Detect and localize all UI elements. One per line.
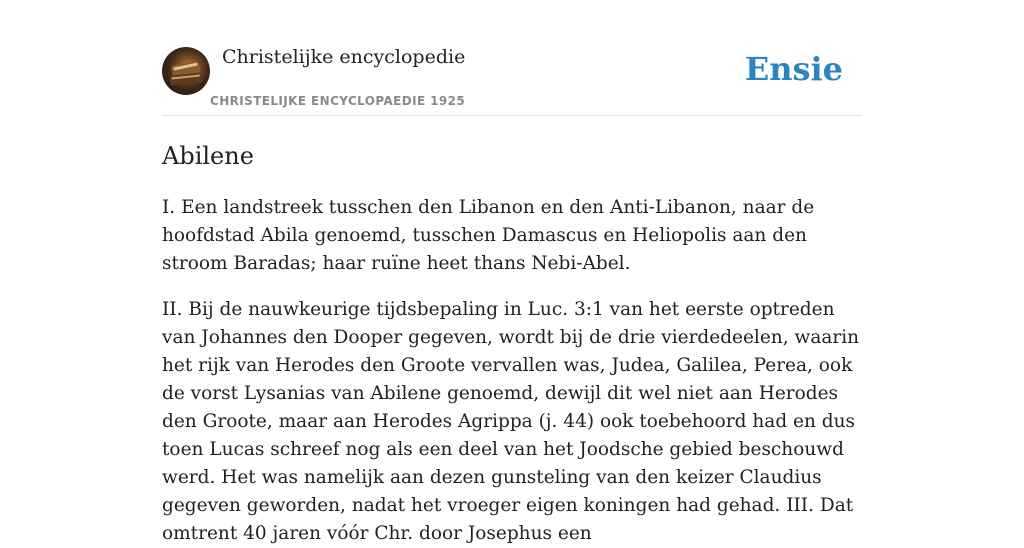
article-paragraph: I. Een landstreek tusschen den Libanon en den Anti-Libanon, naar de hoofdstad Abila genoemd, tusschen Damascus en Heliopolis aan den stroom Baradas; haar ruïne heet thans Nebi-Abel. (162, 197, 815, 274)
book-thumbnail-icon (162, 47, 210, 95)
article-title: Abilene (162, 142, 254, 170)
header (162, 0, 862, 116)
source-avatar[interactable] (162, 47, 210, 95)
source-subtitle[interactable]: CHRISTELIJKE ENCYCLOPAEDIE 1925 (210, 94, 466, 108)
source-title[interactable]: Christelijke encyclopedie (222, 46, 466, 68)
page (162, 0, 862, 548)
brand-logo[interactable]: Ensie (744, 50, 843, 88)
article-paragraph: II. Bij de nauwkeurige tijdsbepaling in Luc. 3:1 van het eerste optreden van Johannes den Dooper gegeven, wordt bij de drie vierdedeelen, waarin het rijk van Herodes den Groote vervallen was, Judea, Galilea, Perea, ook de vorst Lysanias van Abilene genoemd, dewijl dit wel niet aan Herodes den Groote, maar aan Herodes Agrippa (j. 44) ook toebehoord had en dus toen Lucas schreef nog als een deel van het Joodsche gebied beschouwd werd. Het was namelijk aan dezen gunsteling van den keizer Claudius gegeven geworden, nadat het vroeger eigen koningen had gehad. III. Dat omtrent 40 jaren vóór Chr. door Josephus een (162, 299, 860, 544)
